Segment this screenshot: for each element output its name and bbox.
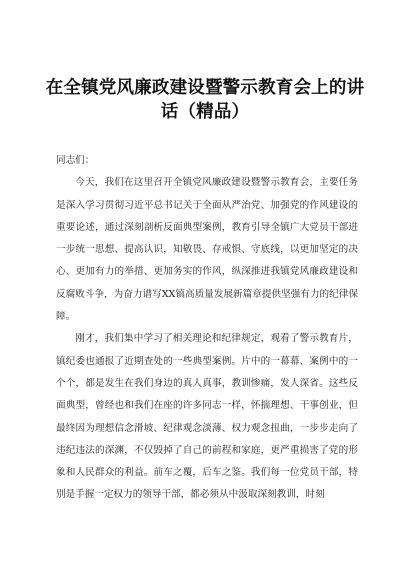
- greeting: 同志们：: [56, 155, 95, 166]
- paragraph-2: 刚才，我们集中学习了相关理论和纪律规定，观看了警示教育片，镇纪委也通报了近期查处的一些典型案例。片中的一幕幕、案例中的一个个，都是发生在我们身边的真人真事，教训惨痛，发人深省。这些反面典型，曾经也和我们在座的许多同志一样，怀揣理想、干事创业，但最终因为理想信念滑坡、纪律观念淡薄、权力观念扭曲，一步步走向了违纪违法的深渊，不仅毁掉了自己的前程和家庭，更严重损害了党的形象和人民群众的利益。前车之覆，后车之鉴。我们每一位党员干部，特别是手握一定权力的领导干部，都必须从中汲取深刻教训，时刻: [56, 333, 358, 501]
- document-title: 在全镇党风廉政建设暨警示教育会上的讲话（精品）: [45, 78, 365, 122]
- document-body: [56, 150, 358, 507]
- paragraph-1: 今天，我们在这里召开全镇党风廉政建设暨警示教育会，主要任务是深入学习贯彻习近平总书记关于全面从严治党、加强党的作风建设的重要论述，通过深刻剖析反面典型案例，教育引导全镇广大党员干部进一步统一思想、提高认识，知敬畏、存戒惧、守底线，以更加坚定的决心、更加有力的举措、更加务实的作风，纵深推进我镇党风廉政建设和反腐败斗争，为奋力谱写XX镇高质量发展新篇章提供坚强有力的纪律保障。: [56, 177, 358, 323]
